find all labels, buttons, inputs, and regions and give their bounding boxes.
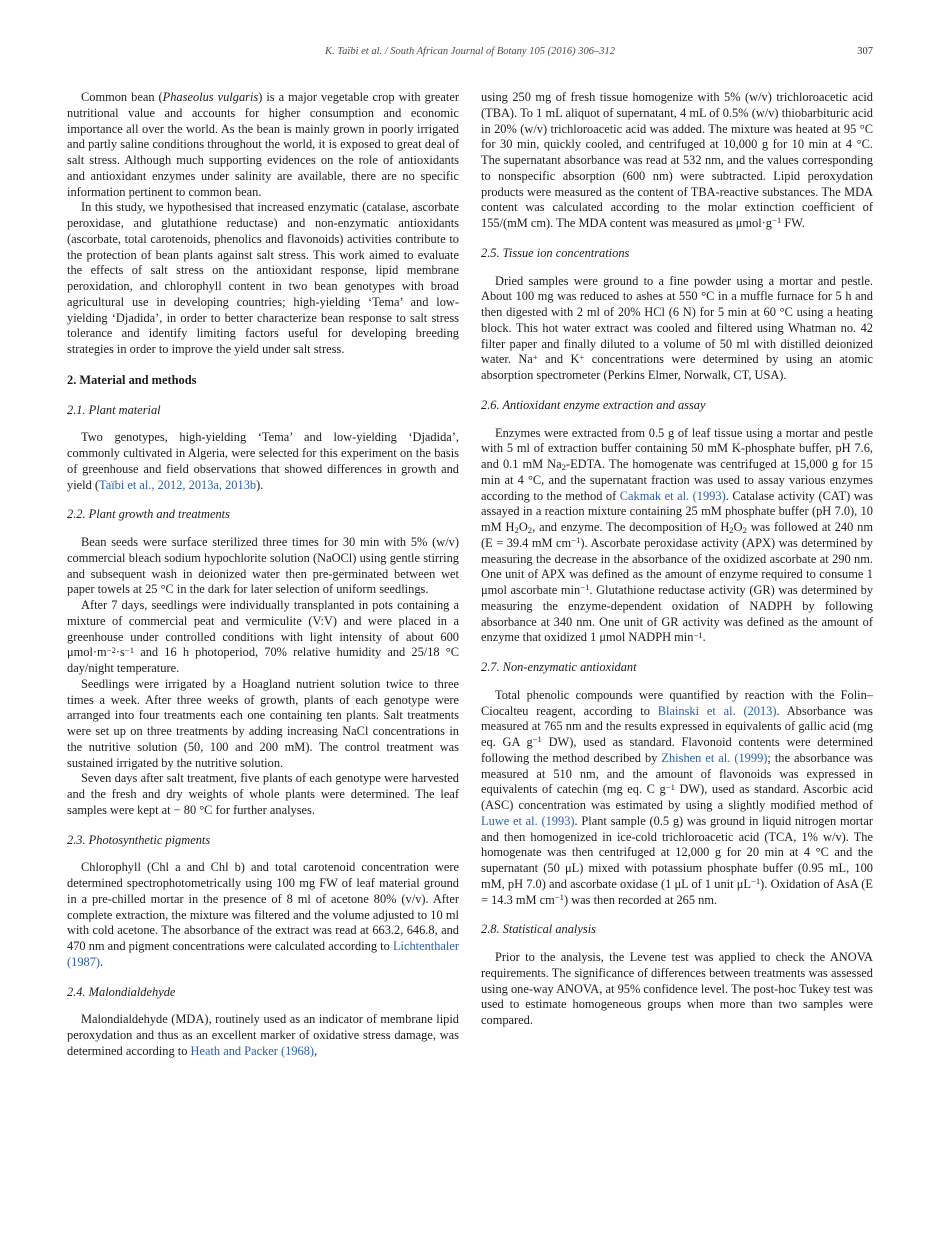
page-number: 307 [857, 46, 873, 57]
paragraph: using 250 mg of fresh tissue homogenize with 5% (w/v) trichloroacetic acid (TBA). To 1 mL aliquot of supernatant, 4 mL of 0.5% (w/v) thiobarbituric acid in 20% (w/v) trichloroacetic acid was added. The mixture was heated at 95 °C for 30 min, quickly cooled, and centrifuged at 10,000 g for 10 min at 4 °C. The supernatant absorbance was read at 532 nm, and the values corresponding to nonspecific absorption (600 nm) were subtracted. Lipid peroxydation products were measured as the content of TBA-reactive substances. The MDA content was calculated according to the molar extinction coefficient of 155/(mM cm). The MDA content was measured as $\mu mol\cdot g^{-1}$ FW. [481, 90, 873, 230]
citation-link[interactable]: Lichtenthaler (1987) [67, 939, 459, 969]
subsection-heading: 2.2. Plant growth and treatments [67, 507, 230, 522]
subsection-heading: 2.1. Plant material [67, 402, 161, 417]
citation-link[interactable]: Heath and Packer (1968) [190, 1043, 315, 1058]
paragraph: Two genotypes, high-yielding ‘Tema’ and low-yielding ‘Djadida’, commonly cultivated in Algeria, were selected for this experiment on the basis of greenhouse and field observations that showed differences in growth and yield (Taïbi et al., 2012, 2013a, 2013b). [67, 430, 459, 492]
right-column [481, 90, 873, 1060]
paragraph: Bean seeds were surface sterilized three times for 30 min with 5% (w/v) commercial bleach sodium hypochlorite solution (NaOCl) using gentle stirring and subsequent wash in deionized water then pre-germinated between wet paper towels at 25 °C in the dark for later selection of uniform seedlings. [67, 535, 459, 597]
paragraph: Seedlings were irrigated by a Hoagland nutrient solution twice to three times a week. After three weeks of growth, plants of each genotype were arranged into four treatments each one containing ten plants. Salt treatments were set up on three treatments by adding increasing NaCl concentrations in the nutritive solution (50, 100 and 200 mM). The control treatment was sustained irrigated by the nutritive solution. [67, 676, 459, 770]
superscript-text: + [579, 351, 585, 362]
superscript-text: −2 [106, 644, 116, 655]
paragraph: Total phenolic compounds were quantified by reaction with the Folin–Ciocalteu reagent, according to Blainski et al. (2013). Absorbance was measured at 765 nm and the results expressed in equivalents of gallic acid (mg eq. GA $g^{-1}$ DW), used as standard. Flavonoid contents were determined following the method described by Zhishen et al. (1999); the absorbance was measured at 510 nm, and the amount of flavonoids was expressed in equivalents of catechin (mg eq. C $g^{-1}$ DW), used as standard. Ascorbic acid (ASC) concentration was estimated by using a slightly modified method of Luwe et al. (1993). Plant sample (0.5 g) was ground in liquid nitrogen mortar and then homogenized in ice-cold trichloroacetic acid (TCA, 1% w/v). The homogenate was then centrifuged at 12,000 g for 20 min at 4 °C and the supernatant (50 μL) mixed with potassium phosphate buffer (0.95 mL, 100 mM, pH 7.0) and ascorbate oxidase (1 μL of 1 unit $\mu L^{-1}$). Oxidation of AsA (E = 14.3 mM $cm^{-1}$) was then recorded at 265 nm. [481, 687, 874, 907]
citation-link[interactable]: Cakmak et al. (1993) [619, 488, 726, 503]
paragraph: Enzymes were extracted from 0.5 g of leaf tissue using a mortar and pestle with 5 ml of extraction buffer containing 50 mM K-phosphate buffer, pH 7.6, and 0.1 mM Na2-EDTA. The homogenate was centrifuged at 15,000 g for 15 min at 4 °C, and the supernatant fraction was used to assay various enzymes according to the method of Cakmak et al. (1993). Catalase activity (CAT) was assayed in a reaction mixture containing 25 mM phosphate buffer (pH 7.0), 10 mM H2O2, and enzyme. The decomposition of H2O2 was followed at 240 nm (E = 39.4 mM $cm^{-1}$). Ascorbate peroxidase activity (APX) was determined by measuring the decrease in the absorbance of the oxidized ascorbate at 290 nm. One unit of APX was defined as the amount of enzyme required to consume 1 μmol ascorbate $\min^{-1}$. Glutathione reductase activity (GR) was determined by measuring the enzyme-dependent oxidation of NADPH by following absorbance at 340 nm. One unit of GR activity was defined as the amount of enzyme that oxidized 1 μmol NADPH $\min^{-1}$. [481, 425, 874, 645]
citation-link[interactable]: Blainski et al. (2013) [657, 703, 777, 718]
left-column [67, 90, 459, 1060]
citation-link[interactable]: Taïbi et al., 2012, 2013a, 2013b [99, 477, 257, 492]
subsection-heading: 2.6. Antioxidant enzyme extraction and assay [481, 397, 706, 412]
superscript-text: −1 [554, 891, 564, 902]
superscript-text: −1 [665, 781, 675, 792]
subsection-heading: 2.5. Tissue ion concentrations [481, 245, 630, 260]
superscript-text: −1 [772, 215, 782, 226]
subsection-heading: 2.8. Statistical analysis [481, 922, 596, 937]
paragraph: Malondialdehyde (MDA), routinely used as an indicator of membrane lipid peroxydation and thus as an excellent marker of oxidative stress damage, was determined according to Heath and Packer (1968), [67, 1012, 459, 1058]
paragraph: In this study, we hypothesised that increased enzymatic (catalase, ascorbate peroxidase, and glutathione reductase) and non-enzymatic antioxidants (ascorbate, total carotenoids, phenolics and flavonoids) activities contribute to the protection of bean plants against salt stress. This work aimed to evaluate the effects of salt stress on the antioxidant response, lipid membrane peroxidation, and chlorophyll content in two bean genotypes with broad agricultural use in developing countries; high-yielding ‘Tema’ and low-yielding ‘Djadida’, in order to better characterize bean response to salt stress tolerance and identify limiting factors useful for developing breeding strategies in order to improve the yield under salt stress. [67, 200, 459, 356]
superscript-text: −1 [532, 734, 542, 745]
superscript-text: −1 [124, 644, 135, 655]
citation-link[interactable]: Zhishen et al. (1999) [661, 750, 768, 765]
subscript-text: 2 [561, 462, 566, 473]
superscript-text: −1 [571, 535, 581, 546]
italic-text: Phaseolus vulgaris [162, 90, 259, 104]
subscript-text: 2 [742, 525, 747, 536]
two-column-body [67, 90, 873, 1060]
subscript-text: 2 [514, 525, 519, 536]
superscript-text: −1 [580, 582, 590, 593]
running-head-citation: K. Taïbi et al. / South African Journal of Botany 105 (2016) 306–312 [325, 46, 615, 57]
paragraph: Seven days after salt treatment, five plants of each genotype were harvested and the fresh and dry weights of whole plants were determined. The leaf samples were kept at − 80 °C for further analyses. [67, 771, 459, 817]
subsection-heading: 2.4. Malondialdehyde [67, 984, 176, 999]
superscript-text: −1 [693, 629, 703, 640]
superscript-text: −1 [750, 876, 761, 887]
paragraph: Chlorophyll (Chl a and Chl b) and total carotenoid concentration were determined spectrophotometrically using 100 mg FW of leaf material ground in a pre-chilled mortar in the presence of 8 ml of acetone 80% (v/v). After complete extraction, the mixture was filtered and the volume adjusted to 10 ml with cold acetone. The absorbance of the extract was read at 663.2, 646.8, and 470 nm and pigment concentrations were calculated according to Lichtenthaler (1987). [67, 860, 459, 969]
running-header [67, 46, 873, 62]
superscript-text: + [532, 351, 538, 362]
subscript-text: 2 [527, 525, 533, 536]
subsection-heading: 2.3. Photosynthetic pigments [67, 832, 211, 847]
citation-link[interactable]: Luwe et al. (1993) [481, 813, 575, 828]
subscript-text: 2 [729, 525, 734, 536]
subsection-heading: 2.7. Non-enzymatic antioxidant [481, 660, 637, 674]
paragraph: Prior to the analysis, the Levene test was applied to check the ANOVA requirements. The significance of differences between treatments was assessed using one-way ANOVA, at 95% confidence level. The post-hoc Tukey test was used to estimate homogeneous groups when more than two samples were compared. [481, 950, 873, 1027]
paragraph: Dried samples were ground to a fine powder using a mortar and pestle. About 100 mg was reduced to ashes at 550 °C in a muffle furnace for 5 h and then digested with 2 ml of 20% HCl (6 N) for 5 min at 60 °C using a heating block. This hot water extract was cooled and filtered using Whatman no. 42 filter paper and finally diluted to a volume of 50 ml with distilled deionized water. Na+ and K+ concentrations were determined by using an atomic absorption spectrometer (Perkins Elmer, Norwalk, CT, USA). [481, 273, 873, 382]
paragraph: After 7 days, seedlings were individually transplanted in pots containing a mixture of commercial peat and vermiculite (V:V) and were placed in a greenhouse under controlled conditions with light intensity of about 600 $\mu mol\cdot m^{-2}\cdot s^{-1}$ and 16 h photoperiod, 70% relative humidity and 25/18 °C day/night temperature. [67, 598, 459, 675]
paragraph: Common bean (Phaseolus vulgaris) is a major vegetable crop with greater nutritional value and accounts for higher consumption and economic importance all over the world. As the bean is mainly grown in poorly irrigated and partly saline conditions throughout the world, it is exposed to great deal of salt stress. Although much supporting evidences on the role of antioxidants and antioxidant enzymes under salinity are available, there are no specific information pertinent to common bean. [67, 90, 459, 199]
section-heading: 2. Material and methods [67, 372, 197, 387]
